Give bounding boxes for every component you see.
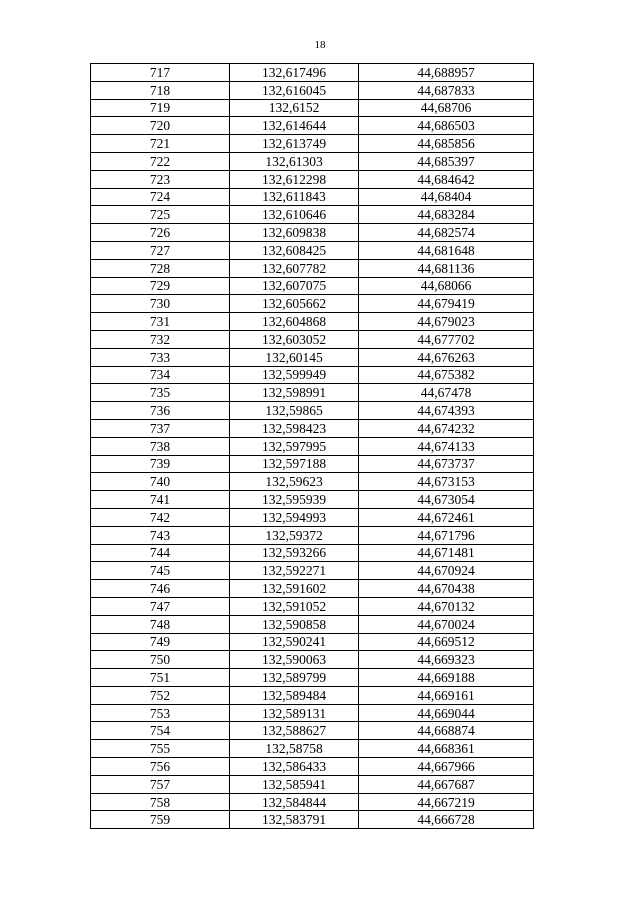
table-row: [91, 562, 534, 580]
x-coordinate-cell: 132,598991: [230, 384, 359, 402]
table-row: [91, 437, 534, 455]
point-number-cell: 731: [91, 313, 230, 331]
table-row: [91, 491, 534, 509]
point-number-cell: 728: [91, 259, 230, 277]
table-row: [91, 170, 534, 188]
x-coordinate-cell: 132,597188: [230, 455, 359, 473]
point-number-cell: 753: [91, 704, 230, 722]
point-number-cell: 756: [91, 758, 230, 776]
y-coordinate-cell: 44,671481: [359, 544, 534, 562]
y-coordinate-cell: 44,667687: [359, 775, 534, 793]
y-coordinate-cell: 44,670924: [359, 562, 534, 580]
table-row: [91, 669, 534, 687]
point-number-cell: 730: [91, 295, 230, 313]
y-coordinate-cell: 44,670024: [359, 615, 534, 633]
point-number-cell: 724: [91, 188, 230, 206]
point-number-cell: 734: [91, 366, 230, 384]
x-coordinate-cell: 132,604868: [230, 313, 359, 331]
x-coordinate-cell: 132,605662: [230, 295, 359, 313]
table-row: [91, 508, 534, 526]
y-coordinate-cell: 44,669512: [359, 633, 534, 651]
y-coordinate-cell: 44,679023: [359, 313, 534, 331]
x-coordinate-cell: 132,611843: [230, 188, 359, 206]
x-coordinate-cell: 132,588627: [230, 722, 359, 740]
point-number-cell: 720: [91, 117, 230, 135]
table-row: [91, 419, 534, 437]
y-coordinate-cell: 44,686503: [359, 117, 534, 135]
x-coordinate-cell: 132,585941: [230, 775, 359, 793]
y-coordinate-cell: 44,672461: [359, 508, 534, 526]
y-coordinate-cell: 44,673153: [359, 473, 534, 491]
x-coordinate-cell: 132,592271: [230, 562, 359, 580]
table-row: [91, 117, 534, 135]
point-number-cell: 751: [91, 669, 230, 687]
point-number-cell: 725: [91, 206, 230, 224]
point-number-cell: 740: [91, 473, 230, 491]
y-coordinate-cell: 44,681648: [359, 241, 534, 259]
y-coordinate-cell: 44,68706: [359, 99, 534, 117]
table-row: [91, 793, 534, 811]
table-row: [91, 366, 534, 384]
table-row: [91, 384, 534, 402]
x-coordinate-cell: 132,593266: [230, 544, 359, 562]
y-coordinate-cell: 44,667219: [359, 793, 534, 811]
table-row: [91, 651, 534, 669]
table-row: [91, 526, 534, 544]
x-coordinate-cell: 132,586433: [230, 758, 359, 776]
table-row: [91, 99, 534, 117]
y-coordinate-cell: 44,682574: [359, 224, 534, 242]
table-row: [91, 224, 534, 242]
point-number-cell: 742: [91, 508, 230, 526]
table-row: [91, 473, 534, 491]
point-number-cell: 723: [91, 170, 230, 188]
table-row: [91, 704, 534, 722]
table-row: [91, 402, 534, 420]
y-coordinate-cell: 44,688957: [359, 64, 534, 82]
x-coordinate-cell: 132,607075: [230, 277, 359, 295]
x-coordinate-cell: 132,617496: [230, 64, 359, 82]
coordinates-table: [90, 63, 534, 829]
y-coordinate-cell: 44,676263: [359, 348, 534, 366]
x-coordinate-cell: 132,59372: [230, 526, 359, 544]
table-row: [91, 64, 534, 82]
y-coordinate-cell: 44,675382: [359, 366, 534, 384]
point-number-cell: 736: [91, 402, 230, 420]
x-coordinate-cell: 132,594993: [230, 508, 359, 526]
point-number-cell: 752: [91, 686, 230, 704]
table-row: [91, 633, 534, 651]
y-coordinate-cell: 44,68404: [359, 188, 534, 206]
y-coordinate-cell: 44,679419: [359, 295, 534, 313]
x-coordinate-cell: 132,591052: [230, 597, 359, 615]
x-coordinate-cell: 132,6152: [230, 99, 359, 117]
table-row: [91, 615, 534, 633]
y-coordinate-cell: 44,674232: [359, 419, 534, 437]
point-number-cell: 735: [91, 384, 230, 402]
x-coordinate-cell: 132,603052: [230, 330, 359, 348]
y-coordinate-cell: 44,68066: [359, 277, 534, 295]
table-row: [91, 455, 534, 473]
y-coordinate-cell: 44,671796: [359, 526, 534, 544]
point-number-cell: 759: [91, 811, 230, 829]
x-coordinate-cell: 132,583791: [230, 811, 359, 829]
x-coordinate-cell: 132,589799: [230, 669, 359, 687]
y-coordinate-cell: 44,669044: [359, 704, 534, 722]
page-number: 18: [314, 39, 326, 51]
point-number-cell: 737: [91, 419, 230, 437]
y-coordinate-cell: 44,667966: [359, 758, 534, 776]
x-coordinate-cell: 132,60145: [230, 348, 359, 366]
point-number-cell: 750: [91, 651, 230, 669]
y-coordinate-cell: 44,684642: [359, 170, 534, 188]
point-number-cell: 746: [91, 580, 230, 598]
x-coordinate-cell: 132,614644: [230, 117, 359, 135]
y-coordinate-cell: 44,668874: [359, 722, 534, 740]
coordinates-table-body: [91, 64, 534, 829]
table-row: [91, 686, 534, 704]
point-number-cell: 755: [91, 740, 230, 758]
point-number-cell: 729: [91, 277, 230, 295]
table-row: [91, 206, 534, 224]
point-number-cell: 748: [91, 615, 230, 633]
point-number-cell: 741: [91, 491, 230, 509]
x-coordinate-cell: 132,597995: [230, 437, 359, 455]
table-row: [91, 597, 534, 615]
x-coordinate-cell: 132,599949: [230, 366, 359, 384]
y-coordinate-cell: 44,687833: [359, 81, 534, 99]
x-coordinate-cell: 132,616045: [230, 81, 359, 99]
x-coordinate-cell: 132,591602: [230, 580, 359, 598]
y-coordinate-cell: 44,666728: [359, 811, 534, 829]
point-number-cell: 718: [91, 81, 230, 99]
y-coordinate-cell: 44,67478: [359, 384, 534, 402]
x-coordinate-cell: 132,607782: [230, 259, 359, 277]
x-coordinate-cell: 132,613749: [230, 135, 359, 153]
x-coordinate-cell: 132,609838: [230, 224, 359, 242]
x-coordinate-cell: 132,595939: [230, 491, 359, 509]
point-number-cell: 744: [91, 544, 230, 562]
table-row: [91, 758, 534, 776]
table-row: [91, 544, 534, 562]
table-row: [91, 259, 534, 277]
x-coordinate-cell: 132,589484: [230, 686, 359, 704]
x-coordinate-cell: 132,590858: [230, 615, 359, 633]
y-coordinate-cell: 44,670132: [359, 597, 534, 615]
x-coordinate-cell: 132,608425: [230, 241, 359, 259]
y-coordinate-cell: 44,668361: [359, 740, 534, 758]
y-coordinate-cell: 44,669161: [359, 686, 534, 704]
y-coordinate-cell: 44,685856: [359, 135, 534, 153]
point-number-cell: 745: [91, 562, 230, 580]
y-coordinate-cell: 44,673054: [359, 491, 534, 509]
point-number-cell: 719: [91, 99, 230, 117]
point-number-cell: 732: [91, 330, 230, 348]
x-coordinate-cell: 132,58758: [230, 740, 359, 758]
x-coordinate-cell: 132,610646: [230, 206, 359, 224]
table-row: [91, 188, 534, 206]
point-number-cell: 727: [91, 241, 230, 259]
x-coordinate-cell: 132,589131: [230, 704, 359, 722]
table-row: [91, 811, 534, 829]
point-number-cell: 757: [91, 775, 230, 793]
x-coordinate-cell: 132,584844: [230, 793, 359, 811]
point-number-cell: 726: [91, 224, 230, 242]
y-coordinate-cell: 44,673737: [359, 455, 534, 473]
point-number-cell: 717: [91, 64, 230, 82]
table-row: [91, 241, 534, 259]
table-row: [91, 722, 534, 740]
table-row: [91, 775, 534, 793]
y-coordinate-cell: 44,669188: [359, 669, 534, 687]
x-coordinate-cell: 132,59865: [230, 402, 359, 420]
x-coordinate-cell: 132,59623: [230, 473, 359, 491]
x-coordinate-cell: 132,590241: [230, 633, 359, 651]
point-number-cell: 754: [91, 722, 230, 740]
y-coordinate-cell: 44,670438: [359, 580, 534, 598]
point-number-cell: 721: [91, 135, 230, 153]
table-row: [91, 295, 534, 313]
table-row: [91, 135, 534, 153]
point-number-cell: 738: [91, 437, 230, 455]
table-row: [91, 580, 534, 598]
y-coordinate-cell: 44,674133: [359, 437, 534, 455]
table-row: [91, 152, 534, 170]
table-row: [91, 313, 534, 331]
point-number-cell: 733: [91, 348, 230, 366]
table-row: [91, 348, 534, 366]
table-row: [91, 277, 534, 295]
table-row: [91, 81, 534, 99]
x-coordinate-cell: 132,598423: [230, 419, 359, 437]
table-row: [91, 330, 534, 348]
y-coordinate-cell: 44,681136: [359, 259, 534, 277]
table-row: [91, 740, 534, 758]
point-number-cell: 722: [91, 152, 230, 170]
x-coordinate-cell: 132,590063: [230, 651, 359, 669]
point-number-cell: 749: [91, 633, 230, 651]
y-coordinate-cell: 44,683284: [359, 206, 534, 224]
point-number-cell: 747: [91, 597, 230, 615]
point-number-cell: 743: [91, 526, 230, 544]
y-coordinate-cell: 44,669323: [359, 651, 534, 669]
y-coordinate-cell: 44,677702: [359, 330, 534, 348]
point-number-cell: 739: [91, 455, 230, 473]
point-number-cell: 758: [91, 793, 230, 811]
x-coordinate-cell: 132,61303: [230, 152, 359, 170]
y-coordinate-cell: 44,674393: [359, 402, 534, 420]
y-coordinate-cell: 44,685397: [359, 152, 534, 170]
x-coordinate-cell: 132,612298: [230, 170, 359, 188]
